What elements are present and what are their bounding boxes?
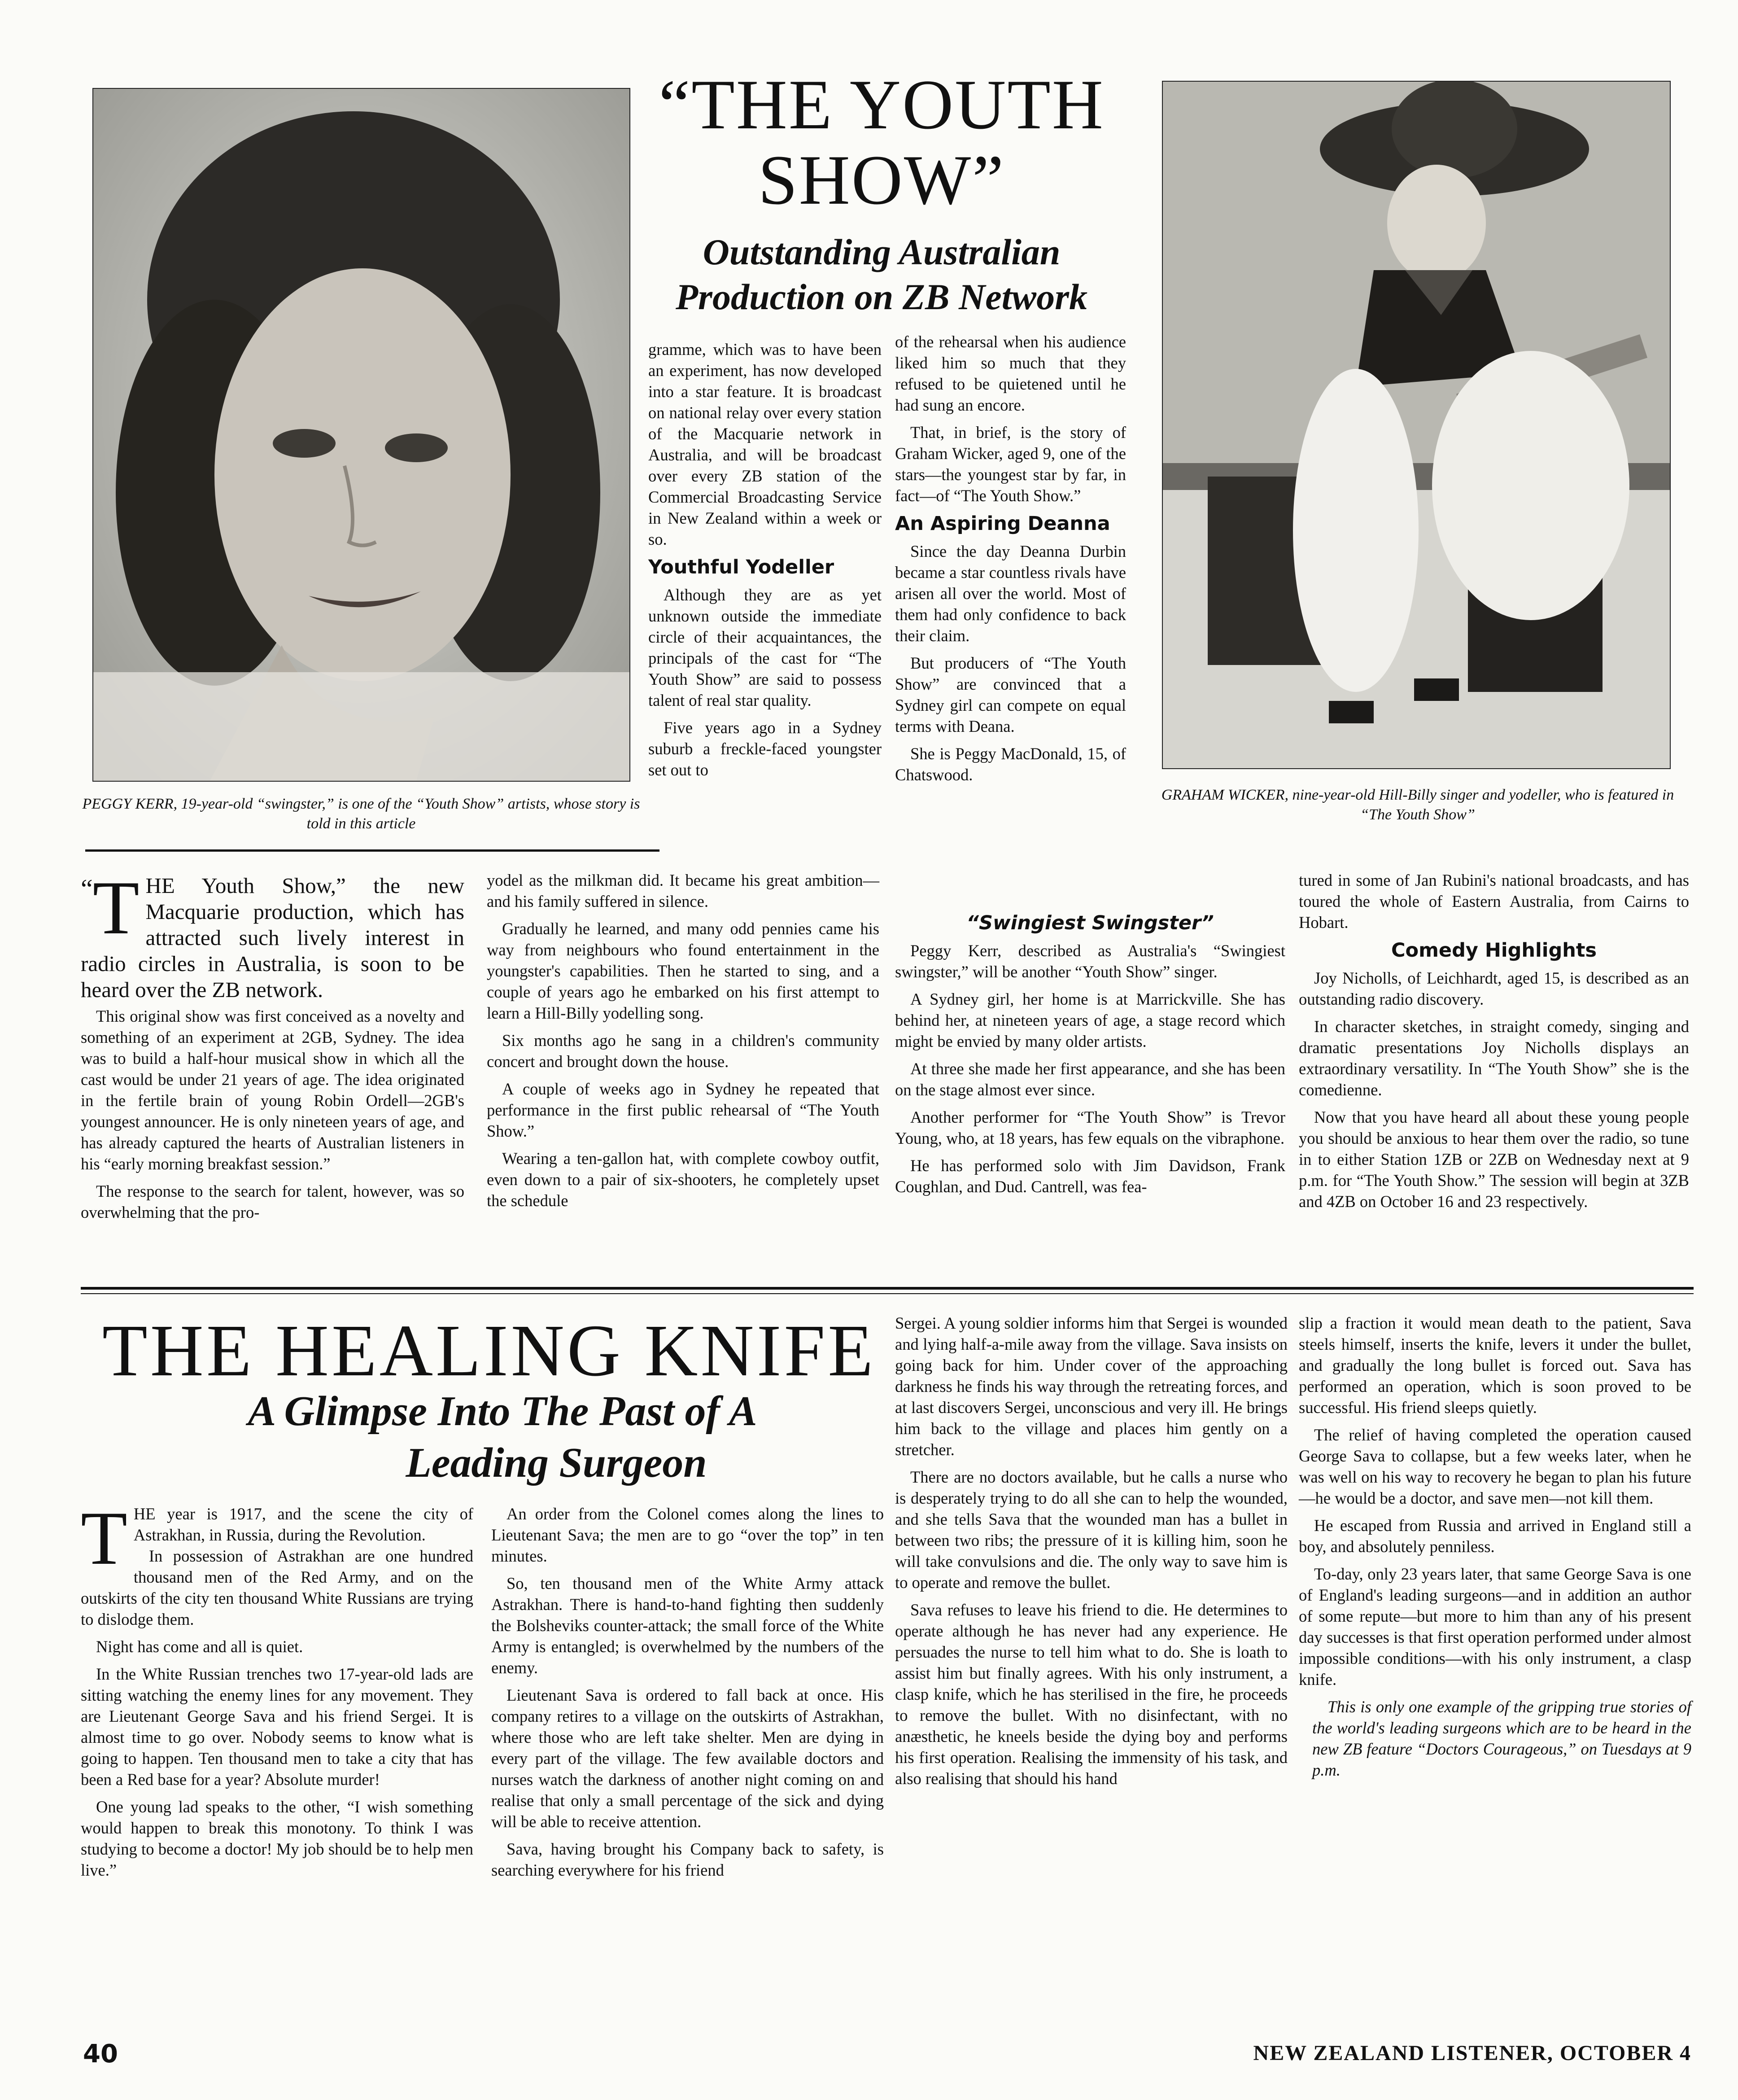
youth-col-3	[487, 870, 879, 1217]
drop-cap: T	[81, 1496, 127, 1580]
lead-paragraph	[81, 1496, 473, 1580]
paragraph: He has performed solo with Jim Davidson, Frank Coughlan, and Dud. Cantrell, was fea-	[895, 1156, 1285, 1196]
knife-col-2	[491, 1503, 884, 1887]
paragraph: In possession of Astrakhan are one hundred thousand men of the Red Army, and on the outskirts of the city ten thousand White Russians are trying to dislodge them.	[81, 1547, 473, 1628]
youth-col-2	[895, 331, 1126, 792]
paragraph: There are no doctors available, but he calls a nurse who is desperately trying to do all she can to help the wounded, and she tells Sava that the wounded man has a bullet in between two ribs; the pressure of it is killing him, soon he will take convulsions and die. The only way to save him is to operate and remove the bullet.	[895, 1468, 1288, 1592]
caption-peggy-kerr: PEGGY KERR, 19-year-old “swingster,” is one of the “Youth Show” artists, whose story is told in this article	[82, 796, 640, 832]
paragraph: The relief of having completed the operation caused George Sava to collapse, but a few weeks later, when he was well on his way to recovery he began to plan his future—he would be a doctor, and save men—not kill them.	[1299, 1426, 1691, 1507]
youth-lead-column	[81, 866, 464, 1229]
paragraph: A couple of weeks ago in Sydney he repeated that performance in the first public rehearsal of “The Youth Show.”	[487, 1080, 879, 1140]
drop-cap: T	[92, 866, 140, 950]
paragraph: Sava, having brought his Company back to safety, is searching everywhere for his friend	[491, 1840, 884, 1879]
paragraph: In the White Russian trenches two 17-year-old lads are sitting watching the enemy lines for any movement. They are Lieutenant George Sava and his friend Sergei. It is almost time to go over. Nobody seems to know what is going to happen. Ten thousand men to take a city that has been a Red base for a year? Absolute murder!	[81, 1665, 473, 1789]
paragraph: yodel as the milkman did. It became his great ambition—and his family suffered in silence.	[487, 871, 879, 910]
paragraph: gramme, which was to have been an experiment, has now developed into a star feature. It is broadcast on national relay over every station of the Macquarie network in Australia, and will be broadcast over every ZB station of the Commercial Broadcasting Service in New Zealand within a week or so.	[648, 340, 882, 548]
heading-swingiest-swingster: “Swingiest Swingster”	[966, 912, 1214, 934]
divider-rule	[85, 849, 659, 852]
paragraph: Although they are as yet unknown outside the immediate circle of their acquaintances, the principals of the cast for “The Youth Show” are said to possess talent of real star quality.	[648, 586, 882, 709]
paragraph: Wearing a ten-gallon hat, with complete cowboy outfit, even down to a pair of six-shooters, he completely upset the schedule	[487, 1149, 879, 1210]
youth-show-title: “THE YOUTH SHOW”	[659, 66, 1105, 219]
open-quote: “	[81, 874, 93, 904]
youth-show-subtitle: Outstanding Australian Production on ZB Network	[675, 232, 1088, 317]
lead-text: HE Youth Show,” the new Macquarie production, which has attracted such lively interest in radio circles in Australia, is soon to be heard over the ZB network.	[81, 873, 464, 1002]
paragraph: He escaped from Russia and arrived in England still a boy, and absolutely penniless.	[1299, 1516, 1691, 1556]
paragraph: Five years ago in a Sydney suburb a freckle-faced youngster set out to	[648, 718, 882, 779]
heading-aspiring-deanna: An Aspiring Deanna	[895, 512, 1110, 535]
heading-comedy-highlights: Comedy Highlights	[1391, 939, 1597, 962]
promo-note: This is only one example of the gripping true stories of the world's leading surgeons which are to be heard in the new ZB feature “Doctors Courageous,” on Tuesdays at 9 p.m.	[1312, 1698, 1691, 1779]
paragraph: Sava refuses to leave his friend to die. He determines to operate although he has never had any experience. He persuades the nurse to tell him what to do. She is loath to assist him but finally agrees. With his only instrument, a clasp knife, which he has sterilised in the fire, he proceeds to remove the bullet. With no disinfectant, with no anæsthetic, he kneels beside the dying boy and performs his first operation. Realising the immensity of his task, and also realising that should his hand	[895, 1601, 1288, 1788]
paragraph: Night has come and all is quiet.	[96, 1637, 303, 1656]
photo-graham-wicker	[1162, 81, 1671, 769]
paragraph: But producers of “The Youth Show” are convinced that a Sydney girl can compete on equal terms with Deana.	[895, 654, 1126, 735]
paragraph: So, ten thousand men of the White Army attack Astrakhan. There is hand-to-hand fighting then suddenly the Bolsheviks counter-attack; the small force of the White Army is entangled; is overwhelmed by the numbers of the enemy.	[491, 1574, 884, 1677]
youth-col-5	[1299, 870, 1689, 1218]
paragraph: One young lad speaks to the other, “I wish something would happen to break this monotony. To think I was studying to become a doctor! My job should be to help men live.”	[81, 1798, 473, 1879]
healing-knife-subtitle-2: Leading Surgeon	[406, 1439, 707, 1486]
paragraph: The response to the search for talent, however, was so overwhelming that the pro-	[81, 1182, 464, 1221]
paragraph: This original show was first conceived as a novelty and something of an experiment at 2GB, Sydney. The idea was to build a half-hour musical show in which all the cast would be under 21 years of age. The idea originated in the fertile brain of young Robin Ordell—2GB's youngest announcer. He is only nineteen years of age, and has already captured the hearts of Australian listeners in his “early morning breakfast session.”	[81, 1007, 464, 1173]
lead-paragraph	[81, 866, 464, 1003]
paragraph: A Sydney girl, her home is at Marrickville. She has behind her, at nineteen years of age, a stage record which might be envied by many older artists.	[895, 990, 1285, 1050]
knife-col-1	[81, 1496, 473, 1887]
cowboy-image	[1163, 82, 1670, 768]
youth-col-1	[648, 339, 882, 787]
paragraph: tured in some of Jan Rubini's national broadcasts, and has toured the whole of Eastern Australia, from Cairns to Hobart.	[1299, 871, 1689, 932]
paragraph: Joy Nicholls, of Leichhardt, aged 15, is described as an outstanding radio discovery.	[1299, 969, 1689, 1008]
caption-graham-wicker: GRAHAM WICKER, nine-year-old Hill-Billy singer and yodeller, who is featured in “The Youth Show”	[1161, 787, 1674, 823]
paragraph: In character sketches, in straight comedy, singing and dramatic presentations Joy Nicholls displays an extraordinary versatility. In “The Youth Show” she is the comedienne.	[1299, 1017, 1689, 1099]
page-number: 40	[83, 2039, 118, 2069]
paragraph: Another performer for “The Youth Show” is Trevor Young, who, at 18 years, has few equals on the vibraphone.	[895, 1108, 1285, 1147]
paragraph: She is Peggy MacDonald, 15, of Chatswood.	[895, 744, 1126, 784]
healing-knife-subtitle-1: A Glimpse Into The Past of A	[248, 1388, 757, 1435]
paragraph: Now that you have heard all about these young people you should be anxious to hear them over the radio, so tune in to either Station 1ZB or 2ZB on Wednesday next at 9 p.m. for “The Youth Show.” The session will begin at 3ZB and 4ZB on October 16 and 23 respectively.	[1299, 1108, 1689, 1211]
paragraph: That, in brief, is the story of Graham Wicker, aged 9, one of the stars—the youngest star by far, in fact—of “The Youth Show.”	[895, 423, 1126, 505]
paragraph: To-day, only 23 years later, that same George Sava is one of England's leading surgeons—and in addition an author of some repute—but more to him than any of his present day successes is that first operation performed under almost impossible conditions—with his only instrument, a clasp knife.	[1299, 1565, 1691, 1689]
youth-col-4	[895, 906, 1285, 1203]
paragraph: slip a fraction it would mean death to the patient, Sava steels himself, inserts the knife, levers it under the bullet, and gradually the long bullet is forced out. Sava has performed an operation, which is soon proved to be successful. His friend sleeps quietly.	[1299, 1314, 1691, 1417]
photo-peggy-kerr	[92, 88, 630, 782]
paragraph: Six months ago he sang in a children's community concert and brought down the house.	[487, 1031, 879, 1071]
paragraph: Sergei. A young soldier informs him that Sergei is wounded and lying half-a-mile away from the village. Sava insists on going back for him. Under cover of the approaching darkness he finds his way through the retreating forces, and at last discovers Sergei, unconscious and very ill. He brings him back to the village and places him gently on a stretcher.	[895, 1314, 1288, 1459]
paragraph: Since the day Deanna Durbin became a star countless rivals have arisen all over the world. Most of them had only confidence to back their claim.	[895, 542, 1126, 645]
knife-col-4	[1299, 1312, 1691, 1787]
paragraph: At three she made her first appearance, and she has been on the stage almost ever since.	[895, 1059, 1285, 1099]
paragraph: of the rehearsal when his audience liked him so much that they refused to be quietened until he had sung an encore.	[895, 332, 1126, 414]
paragraph: Gradually he learned, and many odd pennies came his way from neighbours who found entertainment in the youngster's capabilities. Then he started to sing, and a couple of years ago he embarked on his first attempt to learn a Hill-Billy yodelling song.	[487, 919, 879, 1022]
knife-col-3	[895, 1312, 1288, 1795]
masthead-footer: NEW ZEALAND LISTENER, OCTOBER 4	[1253, 2041, 1691, 2065]
section-rule-bottom	[81, 1293, 1694, 1294]
paragraph: An order from the Colonel comes along the lines to Lieutenant Sava; the men are to go “over the top” in ten minutes.	[491, 1505, 884, 1565]
section-rule-top	[81, 1287, 1694, 1290]
lead-text: HE year is 1917, and the scene the city of Astrakhan, in Russia, during the Revolution.	[133, 1505, 473, 1544]
portrait-image	[93, 89, 629, 781]
paragraph: Lieutenant Sava is ordered to fall back at once. His company retires to a village on the outskirts of Astrakhan, where those who are left take shelter. Men are dying in every part of the village. The few available doctors and nurses watch the darkness of another night coming on and realise that only a small percentage of the sick and dying will be able to receive attention.	[491, 1686, 884, 1831]
paragraph: Peggy Kerr, described as Australia's “Swingiest swingster,” will be another “Youth Show” singer.	[895, 941, 1285, 981]
heading-youthful-yodeller: Youthful Yodeller	[648, 556, 834, 578]
healing-knife-title: THE HEALING KNIFE	[102, 1309, 876, 1391]
